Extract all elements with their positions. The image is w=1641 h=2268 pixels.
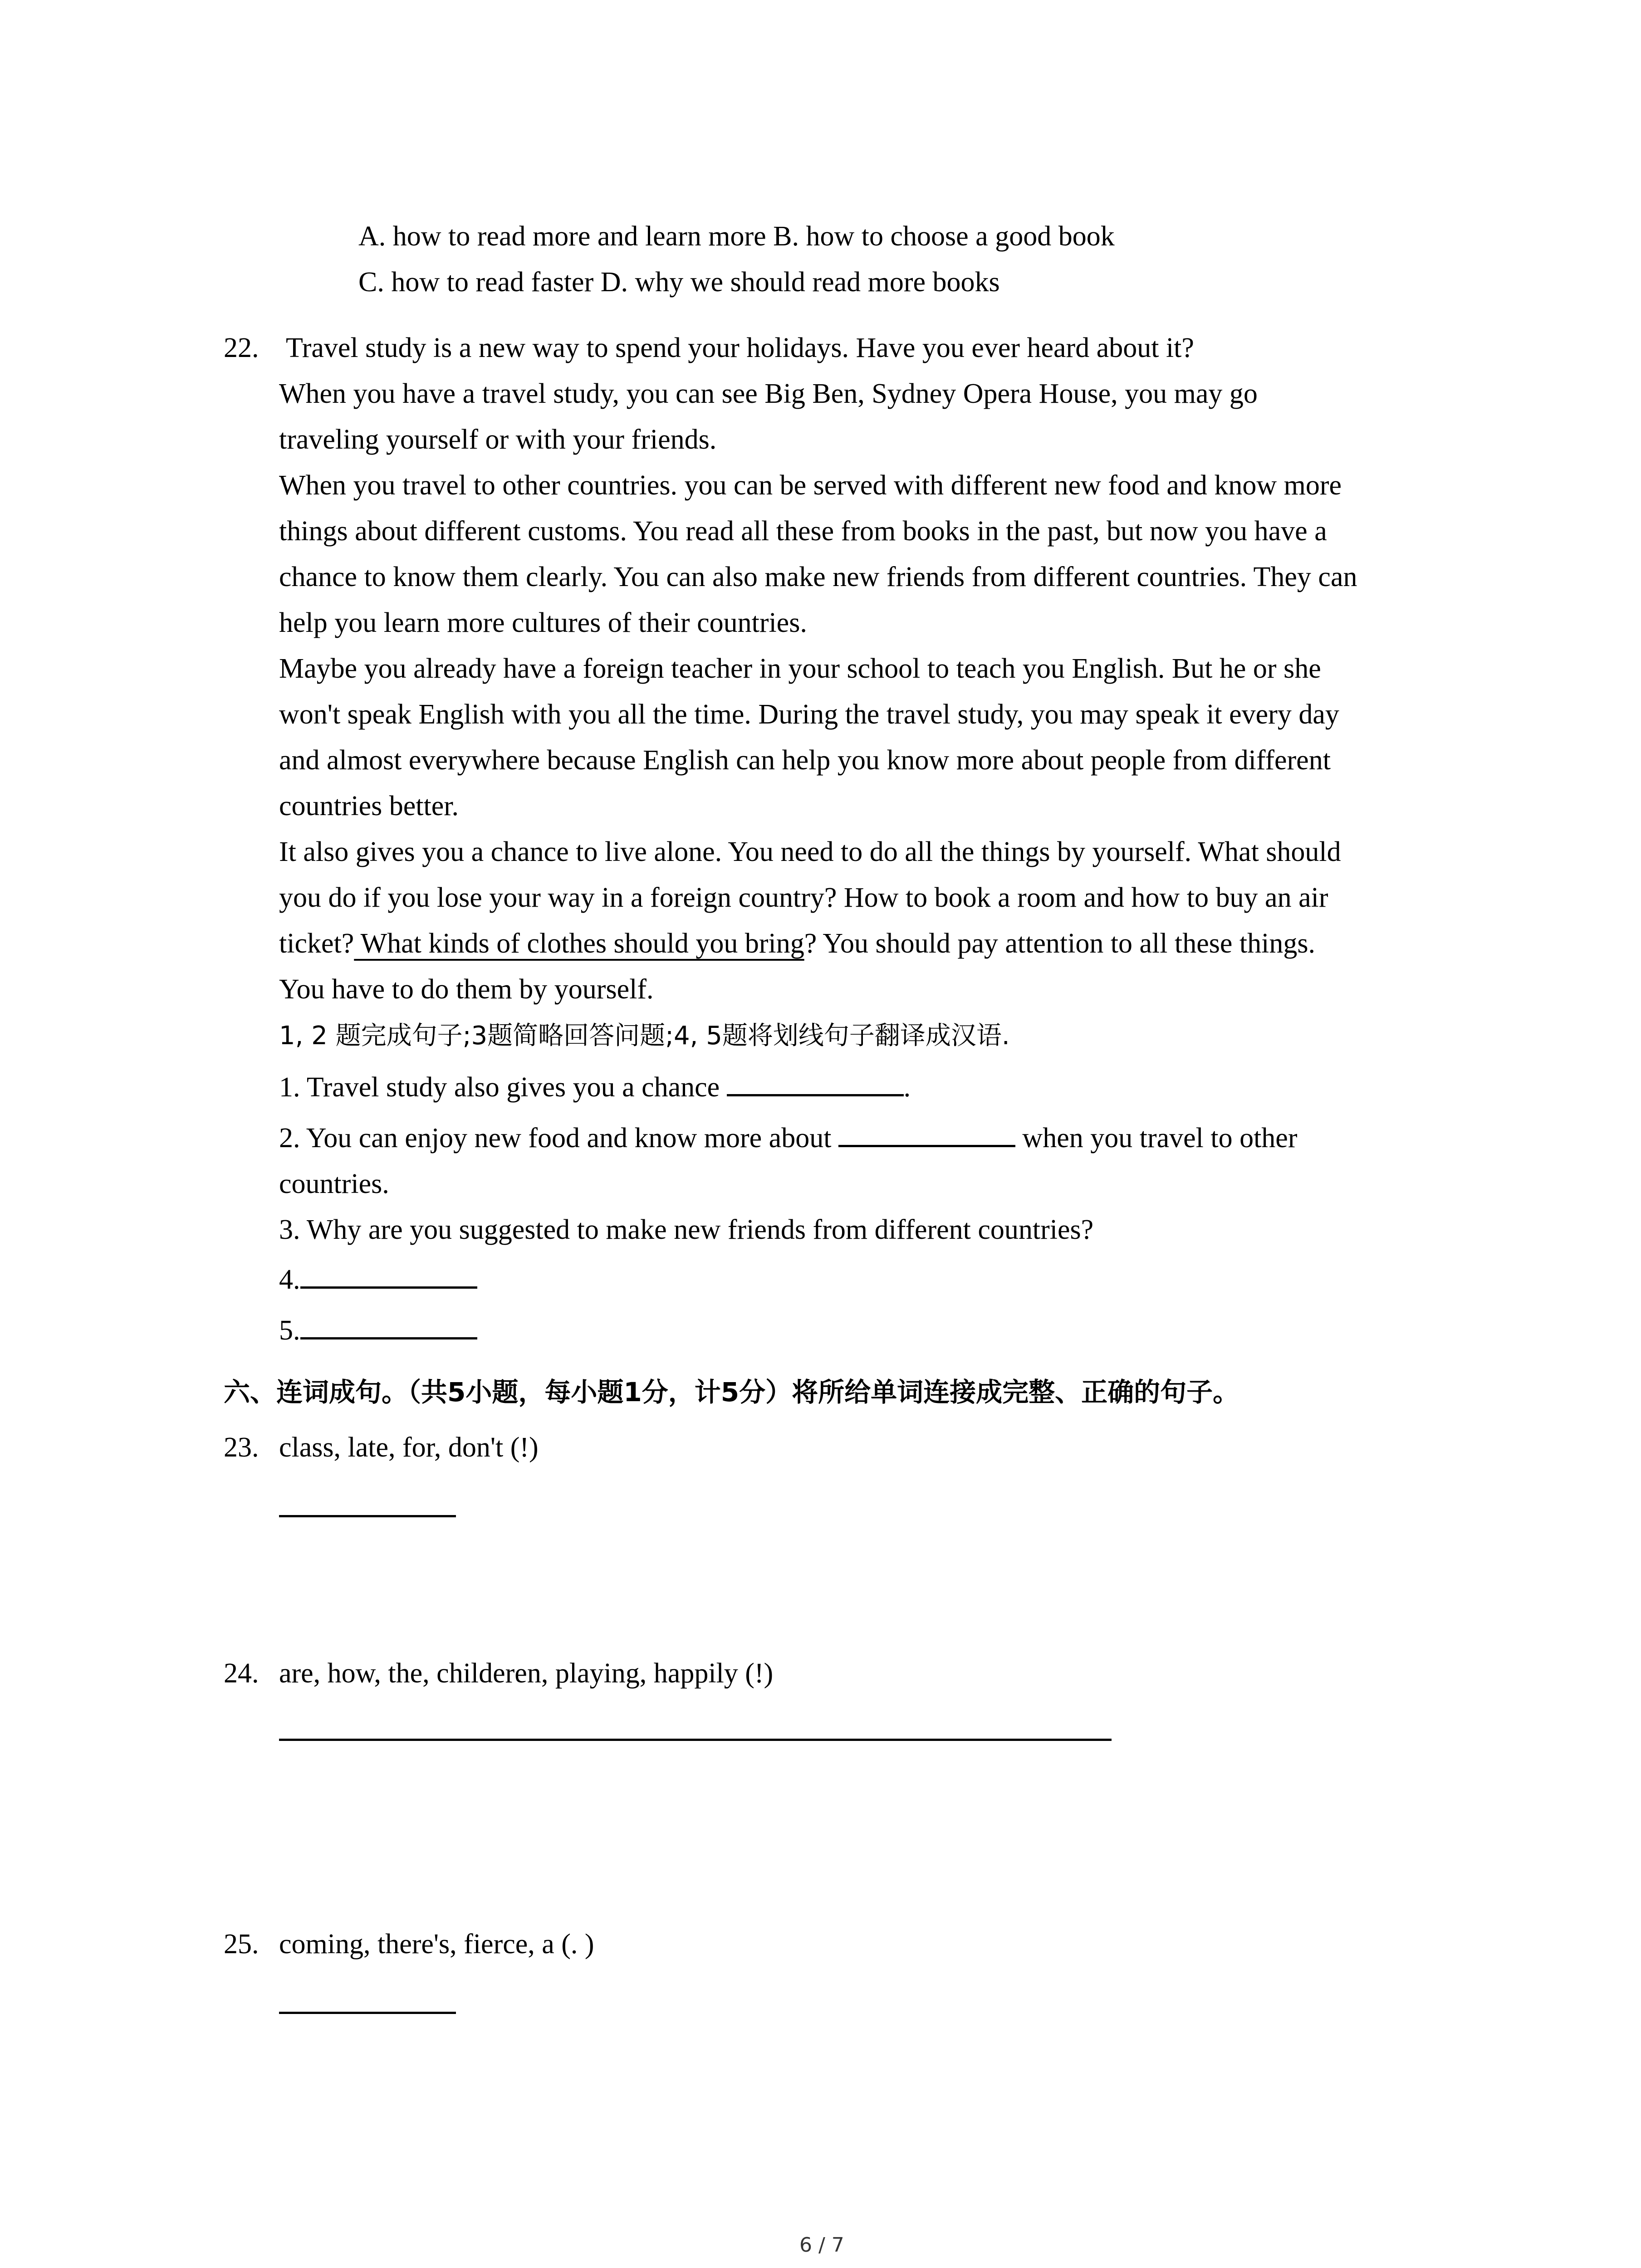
q22-ticket-rest: ? You should pay attention to all these things. — [804, 928, 1315, 959]
q22-passage-line-underlined — [279, 929, 1315, 958]
q21-option-line-1: A. how to read more and learn more B. how to choose a good book — [358, 221, 1115, 252]
q22-passage-line: It also gives you a chance to live alone. You need to do all the things by yourself. What should — [279, 836, 1341, 867]
q23-number: 23. — [224, 1432, 259, 1463]
answer-blank[interactable] — [727, 1094, 904, 1096]
q22-sub-question-3: 3. Why are you suggested to make new friends from different countries? — [279, 1214, 1094, 1245]
q22-ticket-text: ticket? — [279, 928, 354, 959]
q22-sub4-number: 4. — [279, 1264, 300, 1295]
q25-answer-line[interactable] — [279, 2012, 456, 2014]
q22-sub5-number: 5. — [279, 1315, 300, 1346]
q23-answer-line[interactable] — [279, 1515, 456, 1517]
q22-number: 22. — [224, 332, 259, 363]
q22-passage-line: traveling yourself or with your friends. — [279, 424, 717, 455]
q22-sub-question-5 — [279, 1316, 477, 1344]
q22-passage-line: chance to know them clearly. You can also make new friends from different countries. They can — [279, 562, 1357, 592]
q22-sub-question-2 — [279, 1124, 1297, 1152]
q22-passage-line: countries better. — [279, 791, 459, 821]
q25-number: 25. — [224, 1929, 259, 1960]
q22-passage-line: Travel study is a new way to spend your holidays. Have you ever heard about it? — [286, 332, 1194, 363]
answer-blank[interactable] — [300, 1286, 477, 1289]
q22-passage-line: things about different customs. You read all these from books in the past, but now you have a — [279, 516, 1327, 547]
q22-sub2-text-end: when you travel to other — [1015, 1123, 1298, 1154]
q22-sub2-text: 2. You can enjoy new food and know more about — [279, 1123, 838, 1154]
q22-passage-line: won't speak English with you all the time. During the travel study, you may speak it every day — [279, 699, 1339, 730]
q22-passage-line: You have to do them by yourself. — [279, 974, 654, 1005]
q22-passage-line: When you have a travel study, you can see Big Ben, Sydney Opera House, you may go — [279, 378, 1258, 409]
q22-passage-line: help you learn more cultures of their countries. — [279, 607, 807, 638]
q22-sub1-text: 1. Travel study also gives you a chance — [279, 1072, 727, 1103]
q22-passage-line: Maybe you already have a foreign teacher in your school to teach you English. But he or she — [279, 653, 1321, 684]
q22-sub1-end: . — [903, 1072, 911, 1103]
q24-words: are, how, the, childeren, playing, happily (!) — [279, 1658, 774, 1689]
page-number: 6 / 7 — [799, 2234, 844, 2257]
q23-words: class, late, for, don't (!) — [279, 1432, 539, 1463]
q22-underlined-sentence: What kinds of clothes should you bring — [354, 928, 804, 959]
q22-sub-question-1 — [279, 1073, 911, 1101]
q22-passage-line: and almost everywhere because English can help you know more about people from different — [279, 745, 1331, 776]
q21-option-line-2: C. how to read faster D. why we should read more books — [358, 267, 1000, 298]
q22-passage-line: When you travel to other countries. you can be served with different new food and know more — [279, 470, 1342, 501]
answer-blank[interactable] — [838, 1144, 1015, 1147]
q22-sub-question-4 — [279, 1266, 477, 1294]
q24-answer-line[interactable] — [279, 1739, 1112, 1741]
q24-number: 24. — [224, 1658, 259, 1689]
section-6-heading: 六、连词成句。（共5小题，每小题1分，计5分）将所给单词连接成完整、正确的句子。 — [224, 1377, 1239, 1408]
q25-words: coming, there's, fierce, a (. ) — [279, 1929, 594, 1960]
answer-blank[interactable] — [300, 1337, 477, 1339]
q22-sub-question-2-cont: countries. — [279, 1168, 389, 1199]
q22-instruction: 1, 2 题完成句子;3题简略回答问题;4, 5题将划线句子翻译成汉语. — [279, 1021, 1010, 1051]
q22-passage-line: you do if you lose your way in a foreign country? How to book a room and how to buy an air — [279, 882, 1328, 913]
